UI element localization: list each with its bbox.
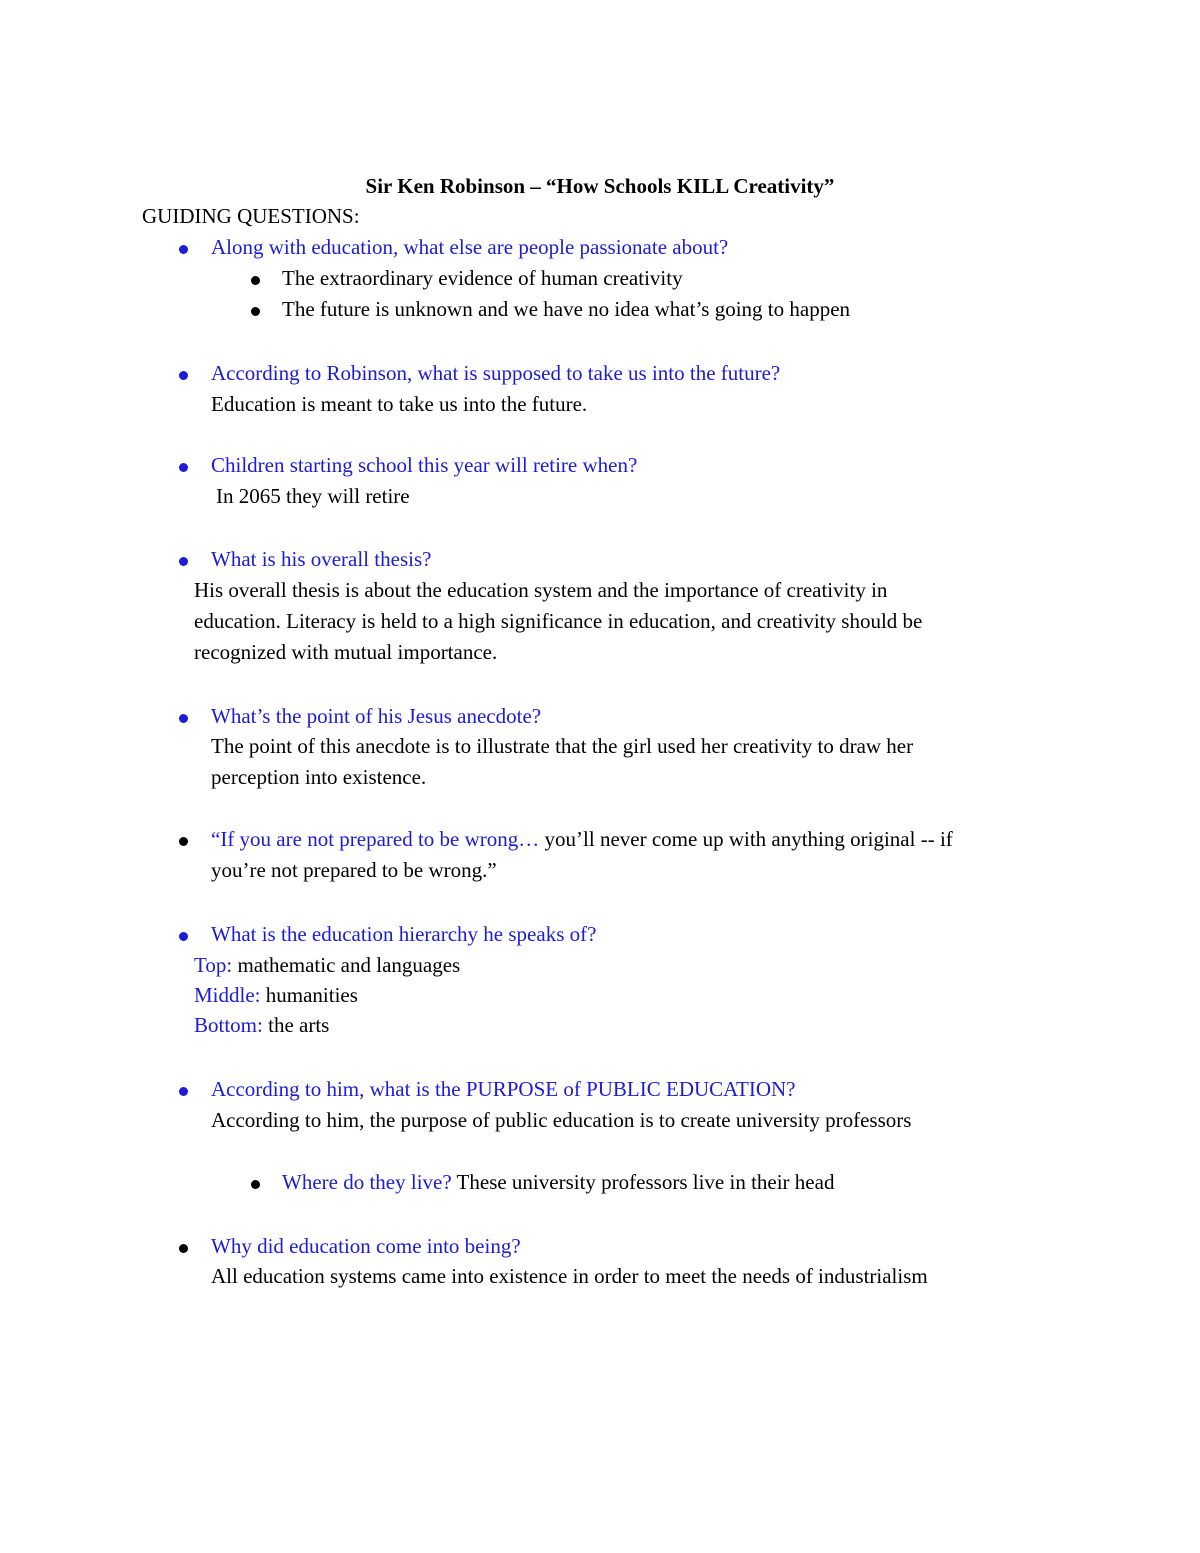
answer-5-line-2: perception into existence. (211, 765, 427, 789)
sub-question-text: Where do they live? (282, 1170, 452, 1194)
bullet-icon (179, 932, 188, 941)
question-7: What is the education hierarchy he speaks of? (211, 922, 597, 946)
bullet-icon (179, 557, 188, 566)
answer-9: All education systems came into existence in order to meet the needs of industrialism (211, 1264, 928, 1288)
answer-4-line-1: His overall thesis is about the education system and the importance of creativity in (194, 578, 888, 602)
hierarchy-top (194, 951, 460, 979)
bullet-icon (179, 837, 188, 846)
hierarchy-middle (194, 981, 358, 1009)
hierarchy-label: Middle: (194, 983, 261, 1007)
bullet-icon (251, 307, 260, 316)
quote-line-1 (211, 825, 953, 853)
bullet-icon (179, 1244, 188, 1253)
hierarchy-value: the arts (262, 1013, 330, 1037)
sub-question-8 (282, 1168, 834, 1196)
question-1: Along with education, what else are people passionate about? (211, 235, 729, 259)
answer-2: Education is meant to take us into the future. (211, 392, 588, 416)
question-9: Why did education come into being? (211, 1234, 521, 1258)
section-heading: GUIDING QUESTIONS: (142, 204, 360, 228)
quote-start: “If you are not prepared to be wrong… (211, 827, 540, 851)
bullet-icon (179, 371, 188, 380)
bullet-icon (179, 463, 188, 472)
question-3: Children starting school this year will retire when? (211, 453, 638, 477)
question-5: What’s the point of his Jesus anecdote? (211, 704, 542, 728)
answer-8: According to him, the purpose of public education is to create university professors (211, 1108, 912, 1132)
bullet-icon (179, 714, 188, 723)
bullet-icon (251, 1180, 260, 1189)
hierarchy-label: Bottom: (194, 1013, 263, 1037)
document-title: Sir Ken Robinson – “How Schools KILL Creativity” (365, 174, 835, 198)
hierarchy-bottom (194, 1011, 329, 1039)
bullet-icon (251, 276, 260, 285)
quote-line-2: you’re not prepared to be wrong.” (211, 858, 497, 882)
question-4: What is his overall thesis? (211, 547, 432, 571)
hierarchy-value: humanities (260, 983, 358, 1007)
bullet-icon (179, 1087, 188, 1096)
question-8: According to him, what is the PURPOSE of PUBLIC EDUCATION? (211, 1077, 796, 1101)
hierarchy-label: Top: (194, 953, 233, 977)
quote-rest: you’ll never come up with anything original -- if (539, 827, 953, 851)
answer-3: In 2065 they will retire (216, 484, 410, 508)
bullet-icon (179, 245, 188, 254)
answer-1a: The extraordinary evidence of human creativity (282, 266, 683, 290)
answer-1b: The future is unknown and we have no idea what’s going to happen (282, 297, 851, 321)
sub-answer-text: These university professors live in their head (451, 1170, 835, 1194)
hierarchy-value: mathematic and languages (232, 953, 461, 977)
question-2: According to Robinson, what is supposed to take us into the future? (211, 361, 781, 385)
answer-4-line-3: recognized with mutual importance. (194, 640, 498, 664)
answer-4-line-2: education. Literacy is held to a high significance in education, and creativity should be (194, 609, 923, 633)
answer-5-line-1: The point of this anecdote is to illustrate that the girl used her creativity to draw her (211, 734, 914, 758)
